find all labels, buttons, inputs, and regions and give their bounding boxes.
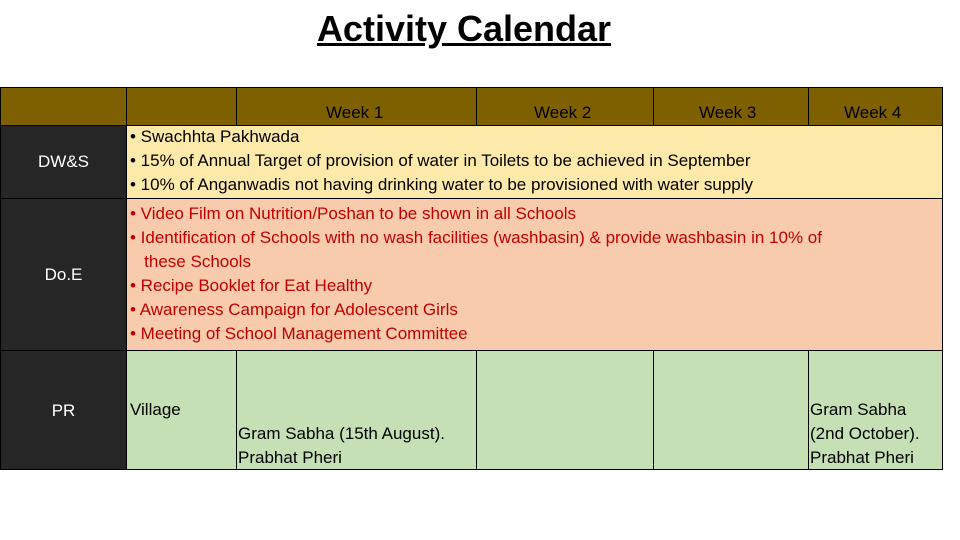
pr-week4-activities: [810, 398, 920, 470]
pr-week1-activities: [238, 422, 445, 470]
list-item: these Schools: [130, 252, 251, 271]
header-corner-cell: [0, 87, 127, 126]
pr-week4-line: Prabhat Pheri: [810, 448, 914, 467]
week-2-header: Week 2: [534, 103, 592, 122]
row-label-pr-text: PR: [51, 401, 76, 420]
list-item: • 15% of Annual Target of provision of water in Toilets to be achieved in September: [130, 151, 751, 170]
week-1-header: Week 1: [326, 103, 384, 122]
list-item: • Video Film on Nutrition/Poshan to be shown in all Schools: [130, 204, 576, 223]
row-label-dws-text: DW&S: [38, 152, 89, 171]
page-title: Activity Calendar: [316, 8, 612, 49]
pr-week3-cell: [653, 350, 809, 470]
doe-activity-list: [130, 202, 822, 346]
header-level-cell: [126, 87, 237, 126]
pr-week4-line: Gram Sabha: [810, 400, 907, 419]
list-item: • Meeting of School Management Committee: [130, 324, 468, 343]
list-item: • Swachhta Pakhwada: [130, 127, 300, 146]
row-label-dws: [0, 125, 127, 199]
pr-week2-cell: [476, 350, 654, 470]
list-item: • Recipe Booklet for Eat Healthy: [130, 276, 373, 295]
pr-week1-line: Gram Sabha (15th August).: [238, 424, 445, 443]
row-label-doe: [0, 198, 127, 351]
row-label-pr: [0, 350, 127, 470]
row-label-doe-text: Do.E: [44, 264, 83, 284]
week-4-header: Week 4: [844, 103, 902, 122]
week-3-header: Week 3: [699, 103, 757, 122]
list-item: • 10% of Anganwadis not having drinking water to be provisioned with water supply: [130, 175, 754, 194]
list-item: • Identification of Schools with no wash facilities (washbasin) & provide washbasin in 10% of: [130, 228, 822, 247]
pr-week4-line: (2nd October).: [810, 424, 920, 443]
list-item: • Awareness Campaign for Adolescent Girls: [130, 300, 458, 319]
pr-week1-line: Prabhat Pheri: [238, 448, 342, 467]
dws-activity-list: [130, 125, 753, 197]
pr-level-text: Village: [130, 400, 181, 419]
